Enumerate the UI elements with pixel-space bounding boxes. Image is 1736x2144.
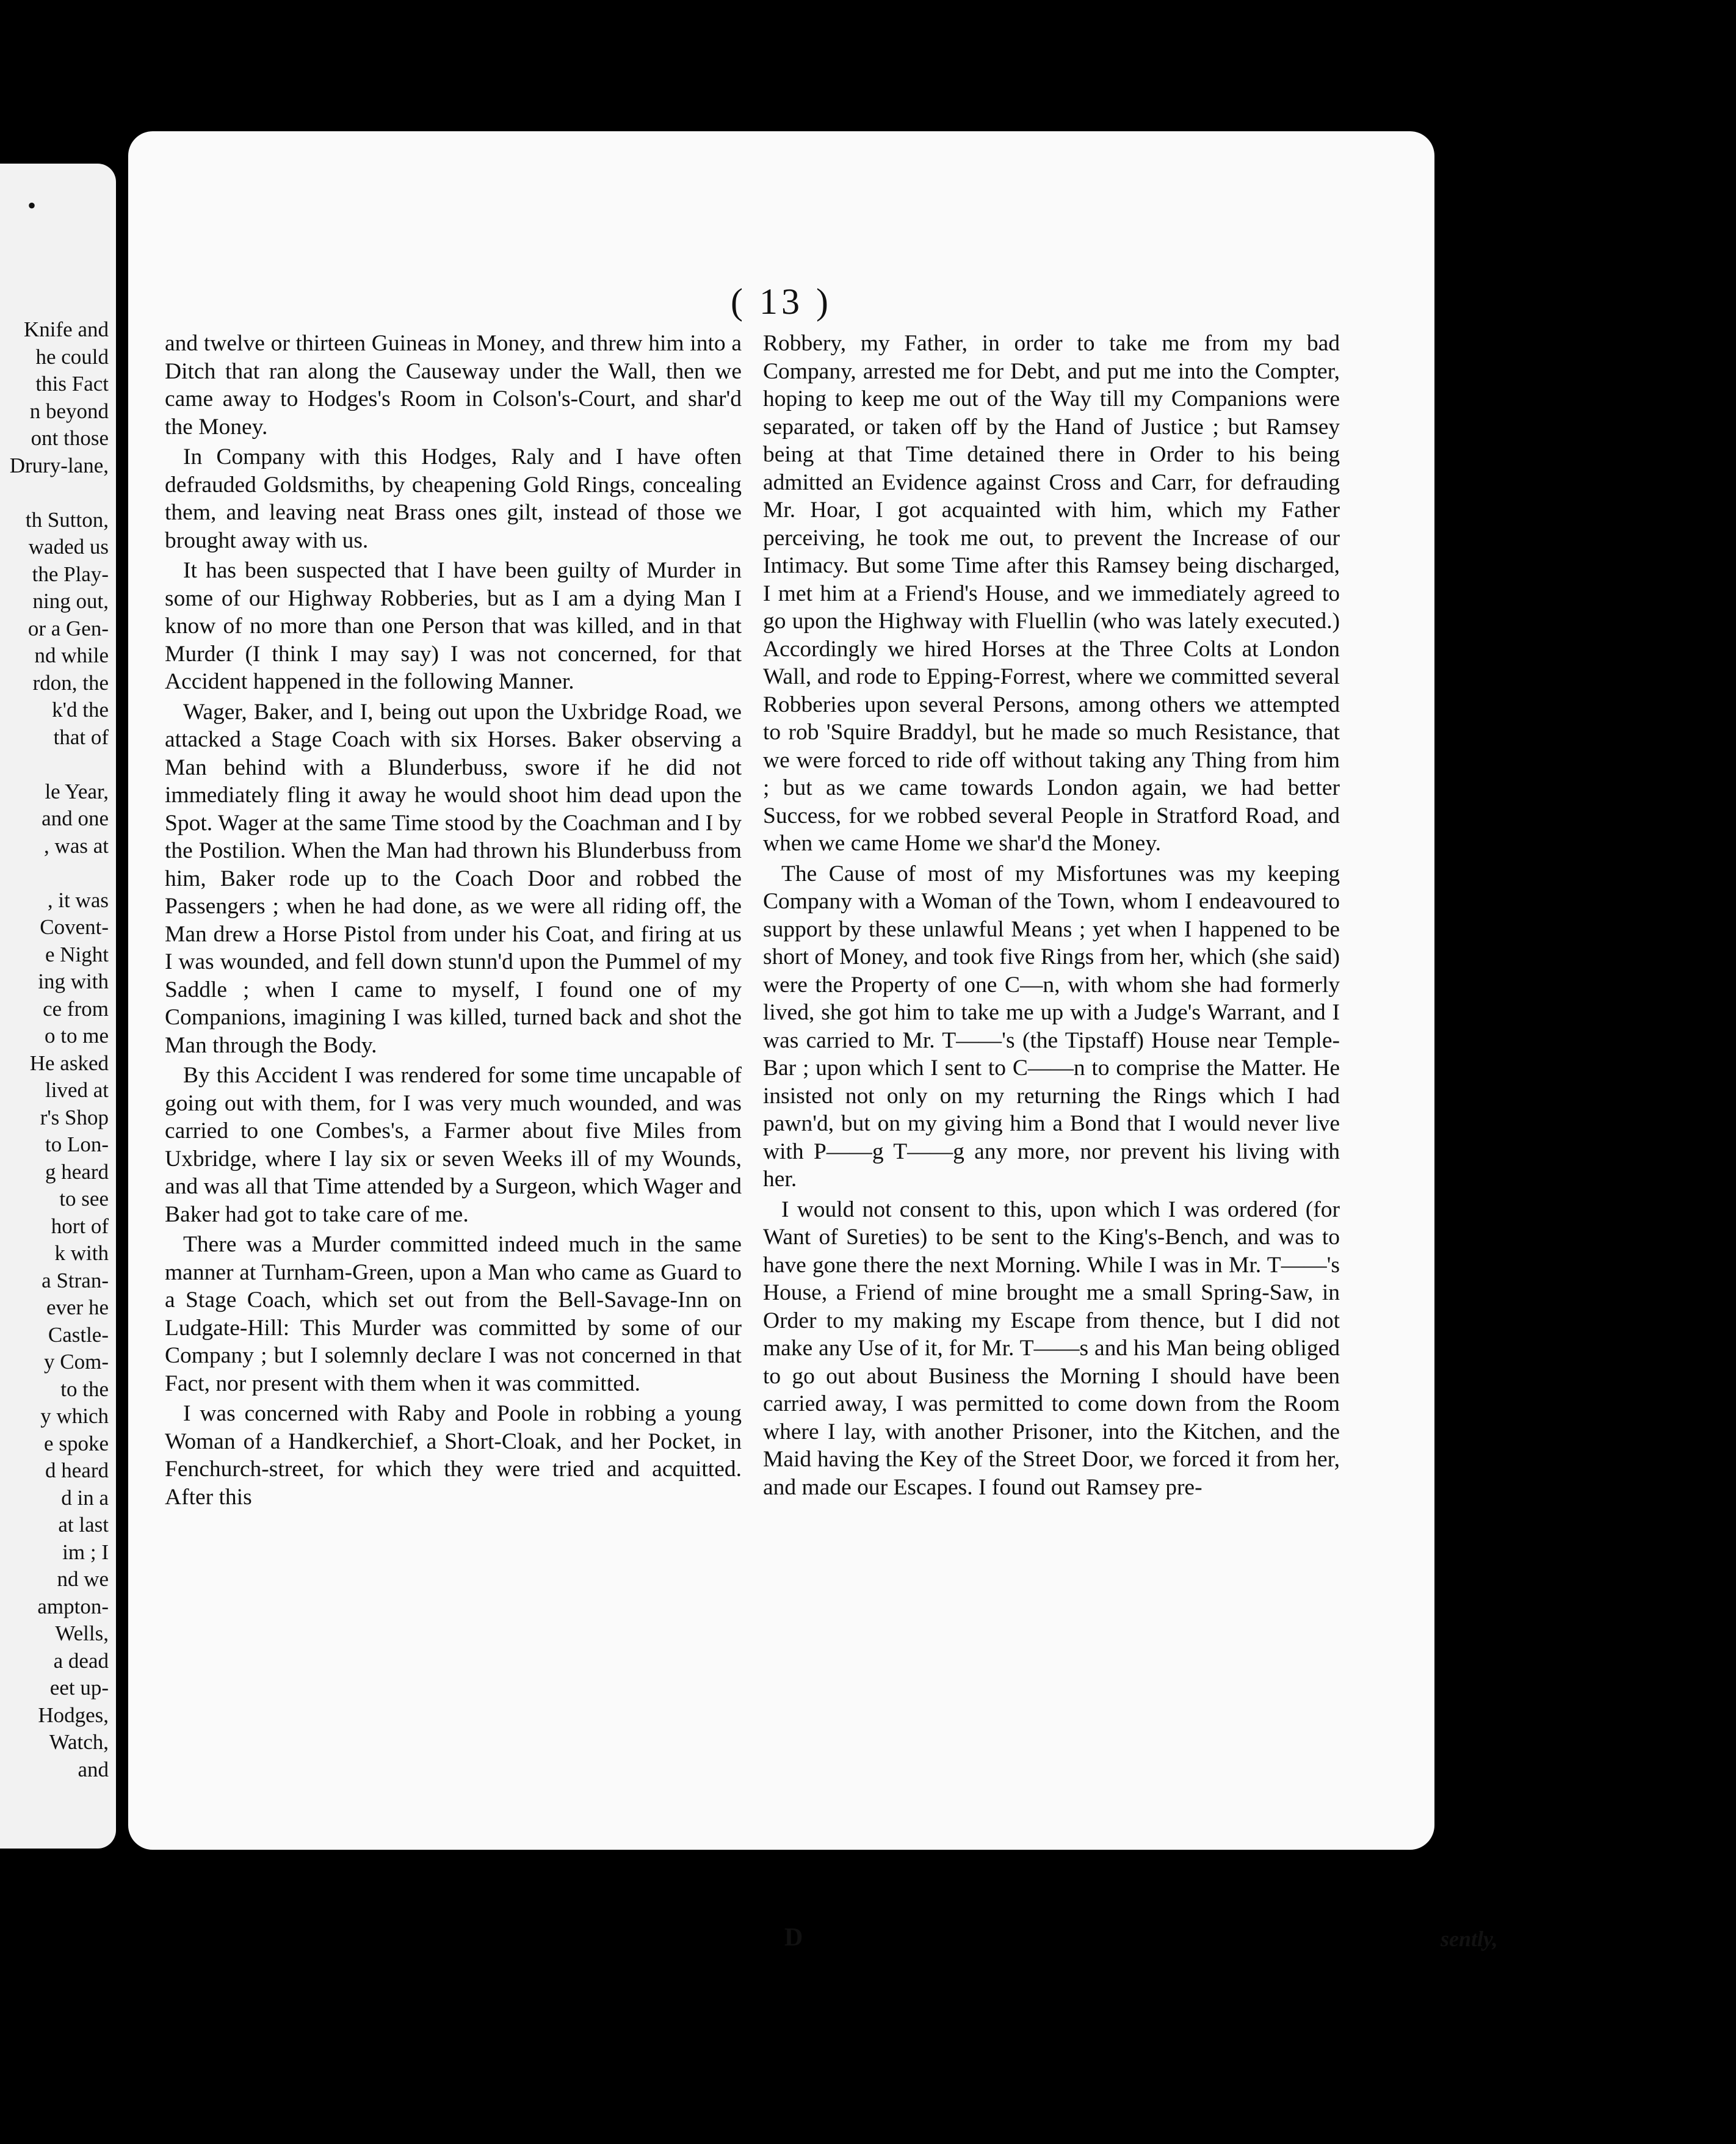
facing-page-line: to see (59, 1187, 109, 1211)
facing-page-line: r's Shop (40, 1105, 109, 1129)
facing-page-line: lived at (45, 1078, 109, 1102)
paragraph: It has been suspected that I have been guilty of Murder in some of our Highway Robberies, but as I am a dying Man I know of no more than one Person that was killed, and in that Murder (I think I may say) I was not concerned, for that Accident happened in the following Manner. (165, 558, 742, 694)
paragraph: By this Accident I was rendered for some time uncapable of going out with them, for I was very much wounded, and was carried to one Combes's, a Farmer about five Miles from Uxbridge, where I lay six or seven Weeks ill of my Wounds, and was all that Time attended by a Surgeon, which Wager and Baker had got to take care of me. (165, 1063, 742, 1227)
facing-page-line: Covent- (40, 915, 109, 939)
facing-page-line: Hodges, (38, 1703, 109, 1727)
facing-page-line: k'd the (52, 698, 109, 722)
facing-page-line: k with (54, 1241, 109, 1265)
signature-mark: D (784, 1924, 803, 1952)
facing-page-line: to Lon- (45, 1132, 109, 1156)
facing-page-line: and one (42, 806, 109, 830)
facing-page-line: ce from (43, 996, 109, 1021)
facing-page-line: , it was (47, 888, 109, 912)
paragraph: There was a Murder committed indeed much in the same manner at Turnham-Green, upon a Man who came as Guard to a Stage Coach, which set out from the Bell-Savage-Inn on Ludgate-Hill: This Murder was committed by some of our Company ; but I solemnly declare I was not concerned in that Fact, nor present with them when it was committed. (165, 1232, 742, 1396)
facing-page-line: waded us (28, 535, 109, 559)
facing-page-line: nd we (57, 1567, 109, 1591)
right-text-column (763, 330, 1340, 1504)
facing-page-line: Drury-lane, (9, 453, 109, 477)
facing-page-line: o to me (45, 1024, 109, 1048)
facing-page-line: e Night (45, 942, 109, 966)
facing-page-line: th Sutton, (25, 507, 109, 532)
facing-page-line: d heard (45, 1458, 109, 1482)
paragraph: Robbery, my Father, in order to take me from my bad Company, arrested me for Debt, and put me into the Compter, hoping to keep me out of the Way till my Companions were separated, or taken off by the Hand of Justice ; but Ramsey being at that Time detained there in Order to his being admitted an Evidence against Cross and Carr, for defrauding Mr. Hoar, I got acquainted with him, which my Father perceiving, he took me out, to prevent the Increase of our Intimacy. But some Time after this Ramsey being discharged, I met him at a Friend's House, and we immediately agreed to go upon the Highway with Fluellin (who was lately executed.) Accordingly we hired Horses at the Three Colts at London Wall, and rode to Epping-Forrest, where we committed several Robberies upon several Persons, among others we attempted to rob 'Squire Braddyl, but he made so much Resistance, that we were forced to ride off without taking any Thing from him ; but as we came towards London again, we had better Success, for we robbed several People in Stratford Road, and when we came Home we shar'd the Money. (763, 331, 1340, 856)
facing-page-line: g heard (45, 1159, 109, 1184)
paragraph: Wager, Baker, and I, being out upon the Uxbridge Road, we attacked a Stage Coach with six Horses. Baker observing a Man behind with a Blunderbuss, swore if he did not immediately fling it away he would shoot him dead upon the Spot. Wager at the same Time stood by the Coachman and I by the Postilion. When the Man had thrown his Blunderbuss from him, Baker rode up to the Coach Door and robbed the Passengers ; when he had done, as we were all riding off, the Man drew a Horse Pistol from under his Coat, and firing at us I was wounded, and fell down stunn'd upon the Pummel of my Saddle ; when I came to myself, I found one of my Companions, imagining I was killed, turned back and shot the Man through the Body. (165, 699, 742, 1058)
facing-page-line (0, 479, 109, 507)
facing-page-line: he could (35, 344, 109, 369)
paragraph: I was concerned with Raby and Poole in robbing a young Woman of a Handkerchief, a Short-Cloak, and her Pocket, in Fenchurch-street, for which they were tried and acquitted. After this (165, 1401, 742, 1510)
paragraph: and twelve or thirteen Guineas in Money, and threw him into a Ditch that ran along the Causeway under the Wall, then we came away to Hodges's Room in Colson's-Court, and shar'd the Money. (165, 331, 742, 440)
facing-page-line: ampton- (37, 1594, 109, 1618)
facing-page-line: im ; I (62, 1540, 109, 1564)
book-page (128, 131, 1498, 1952)
facing-page-line: this Fact (35, 372, 109, 396)
facing-page-mark: • (27, 192, 37, 219)
facing-page-line: a dead (53, 1648, 109, 1673)
facing-page-text (0, 316, 109, 1783)
facing-page-line: ning out, (32, 589, 109, 613)
facing-page-line: y Com- (44, 1350, 109, 1374)
facing-page-line: Wells, (55, 1621, 109, 1645)
facing-page-line: y which (40, 1404, 109, 1428)
facing-page-line: rdon, the (32, 670, 109, 695)
facing-page-line: e spoke (44, 1431, 109, 1455)
facing-page-line: that of (53, 725, 109, 749)
paragraph: In Company with this Hodges, Raly and I have often defrauded Goldsmiths, by cheapening Gold Rings, concealing them, and leaving neat Brass ones gilt, instead of those we brought away with us. (165, 444, 742, 553)
facing-page-line: ing with (38, 969, 109, 993)
facing-page-line: at last (58, 1513, 109, 1537)
facing-page-line: ever he (46, 1295, 109, 1319)
facing-page-line: , was at (44, 833, 109, 858)
facing-page-line: a Stran- (42, 1268, 109, 1292)
facing-page-line: He asked (29, 1051, 109, 1075)
facing-page-line (0, 751, 109, 778)
catchword: sently, (1441, 1927, 1498, 1951)
facing-page-line: n beyond (29, 399, 109, 423)
page-number: ( 13 ) (731, 281, 832, 322)
facing-page-line: Castle- (48, 1322, 109, 1347)
facing-page-line: hort of (51, 1214, 109, 1238)
facing-page-line: Knife and (24, 317, 109, 341)
facing-page-line: d in a (61, 1485, 109, 1510)
facing-page-line: Watch, (49, 1730, 109, 1754)
facing-page-line (0, 860, 109, 887)
facing-page-line: nd while (34, 643, 109, 667)
facing-page-line: the Play- (32, 562, 109, 586)
facing-page-line: to the (60, 1377, 109, 1401)
facing-page-fragment (0, 164, 116, 1849)
facing-page-line: le Year, (45, 779, 109, 803)
facing-page-line: or a Gen- (27, 616, 109, 640)
left-text-column (165, 330, 742, 1513)
facing-page-line: eet up- (49, 1676, 109, 1700)
paragraph: The Cause of most of my Misfortunes was my keeping Company with a Woman of the Town, whom I endeavoured to support by these unlawful Means ; yet when I happened to be short of Money, and took five Rings from her, which (she said) were the Property of one C—n, with whom she had formerly lived, she got him to take me up with a Judge's Warrant, and I was carried to Mr. T——'s (the Tipstaff) House near Temple-Bar ; upon which I sent to C——n to comprise the Matter. He insisted not only on my returning the Rings which I had pawn'd, but on my giving him a Bond that I would never live with P——g T——g any more, nor prevent his living with her. (763, 861, 1340, 1192)
facing-page-line: and (78, 1757, 109, 1781)
facing-page-line: ont those (31, 426, 109, 450)
paragraph: I would not consent to this, upon which I was ordered (for Want of Sureties) to be sent to the King's-Bench, and was to have gone there the next Morning. While I was in Mr. T——'s House, a Friend of mine brought me a small Spring-Saw, in Order to my making my Escape from thence, but I did not make any Use of it, for Mr. T——s and his Man being obliged to go out about Business the Morning I should have been carried away, I was permitted to come down from the Room where I lay, with another Prisoner, into the Kitchen, and the Maid having the Key of the Street Door, we forced it from her, and made our Escapes. I found out Ramsey pre- (763, 1197, 1340, 1500)
